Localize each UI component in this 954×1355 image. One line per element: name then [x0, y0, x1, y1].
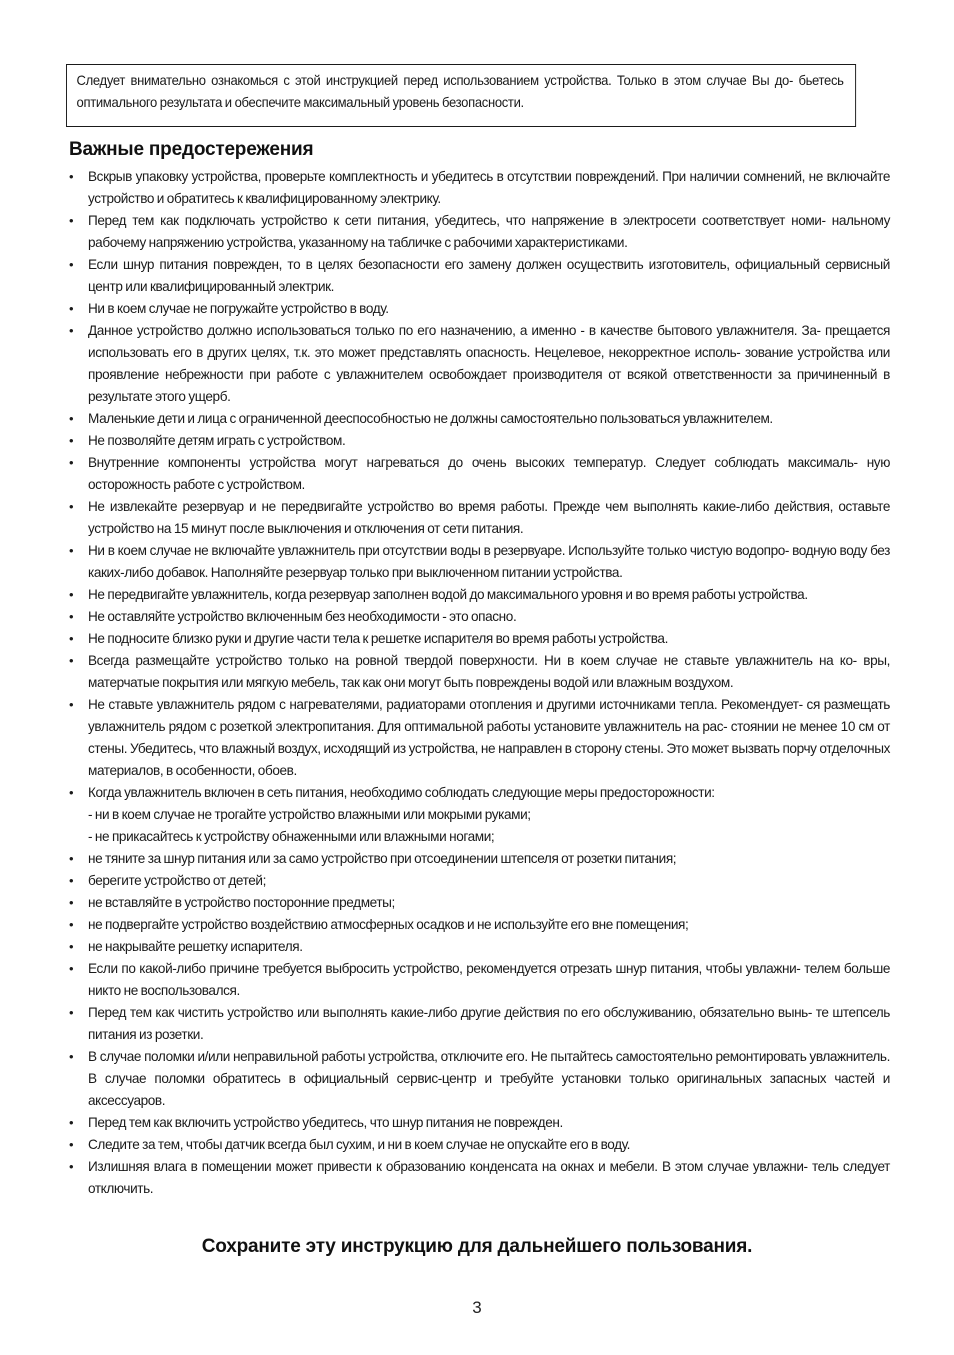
warning-item — [68, 1134, 890, 1156]
page-number: 3 — [472, 1298, 482, 1317]
bullet-icon: • — [69, 1159, 74, 1174]
warning-sub-item — [68, 804, 890, 826]
warning-text: Излишняя влага в помещении может привести к образованию конденсата на окнах и мебели. В этом случае увлажни- тель следует отключить. — [88, 1159, 890, 1196]
warning-item — [68, 496, 890, 540]
warning-text: Следите за тем, чтобы датчик всегда был сухим, и ни в коем случае не опускайте его в воду. — [88, 1137, 631, 1152]
warning-item — [68, 166, 890, 210]
warning-text: берегите устройство от детей; — [88, 873, 266, 888]
bullet-icon: • — [69, 455, 74, 470]
warning-text: Данное устройство должно использоваться только по его назначению, а именно - в качестве бытового увлажнителя. За- прещается использовать его в других целях, т.к. это может представлять опасность. Нецелевое, некорректное исполь- зование устройства или проявление небрежности при работе с увлажнителем освобождает производителя от всякой ответственности за причиненный в результате этого ущерб. — [88, 323, 890, 404]
warning-text: Не оставляйте устройство включенным без необходимости - это опасно. — [88, 609, 517, 624]
save-instructions-note: Сохраните эту инструкцию для дальнейшего пользования. — [201, 1236, 753, 1257]
warning-item — [68, 694, 890, 782]
section-heading: Важные предостережения — [69, 139, 314, 160]
warning-item — [68, 254, 890, 298]
warning-text: Ни в коем случае не включайте увлажнитель при отсутствии воды в резервуаре. Используйте только чистую водопро- водную воду без каких-либо добавок. Наполняйте резервуар только при выключенном питании устройства. — [88, 543, 890, 580]
bullet-icon: • — [69, 917, 74, 932]
bullet-icon: • — [69, 653, 74, 668]
bullet-icon: • — [69, 543, 74, 558]
warning-text: Когда увлажнитель включен в сеть питания, необходимо соблюдать следующие меры предосторожности: — [88, 785, 715, 800]
warning-item — [68, 210, 890, 254]
bullet-icon: • — [69, 697, 74, 712]
warning-sub-item — [68, 826, 890, 848]
warning-text: Внутренние компоненты устройства могут нагреваться до очень высоких температур. Следует соблюдать максималь- ную осторожность работе с устройством. — [88, 455, 890, 492]
bullet-icon: • — [69, 873, 74, 888]
bullet-icon: • — [69, 169, 74, 184]
bullet-icon: • — [69, 851, 74, 866]
warning-item — [68, 1002, 890, 1046]
warning-text: не накрывайте решетку испарителя. — [88, 939, 303, 954]
warning-text: Не позволяйте детям играть с устройством. — [88, 433, 346, 448]
warning-text: Не подносите близко руки и другие части тела к решетке испарителя во время работы устройства. — [88, 631, 668, 646]
warning-item — [68, 870, 890, 892]
bullet-icon: • — [69, 301, 74, 316]
bullet-icon: • — [69, 939, 74, 954]
warning-text: Не передвигайте увлажнитель, когда резервуар заполнен водой до максимального уровня и во время работы устройства. — [88, 587, 808, 602]
warning-item — [68, 848, 890, 870]
warning-item — [68, 650, 890, 694]
warnings-list — [68, 166, 890, 1200]
warning-item — [68, 936, 890, 958]
warning-item — [68, 430, 890, 452]
warning-text: Перед тем как включить устройство убедитесь, что шнур питания не поврежден. — [88, 1115, 563, 1130]
warning-item — [68, 320, 890, 408]
warning-text: - ни в коем случае не трогайте устройство влажными или мокрыми руками; — [88, 807, 531, 822]
bullet-icon: • — [69, 631, 74, 646]
warning-item — [68, 1156, 890, 1200]
warning-text: Если по какой-либо причине требуется выбросить устройство, рекомендуется отрезать шнур питания, чтобы увлажни- телем больше никто не воспользовался. — [88, 961, 890, 998]
warning-text: Вскрыв упаковку устройства, проверьте комплектность и убедитесь в отсутствии повреждений. При наличии сомнений, не включайте устройство и обратитесь к квалифицированному электрику. — [88, 169, 890, 206]
bullet-icon: • — [69, 785, 74, 800]
warning-item — [68, 914, 890, 936]
warning-item — [68, 958, 890, 1002]
warning-text: Перед тем как чистить устройство или выполнять какие-либо другие действия по его обслуживанию, обязательно вынь- те штепсель питания из розетки. — [88, 1005, 890, 1042]
warning-item — [68, 540, 890, 584]
bullet-icon: • — [69, 433, 74, 448]
warning-text: - не прикасайтесь к устройству обнаженными или влажными ногами; — [88, 829, 495, 844]
bullet-icon: • — [69, 499, 74, 514]
warning-text: не подвергайте устройство воздействию атмосферных осадков и не используйте его вне помещения; — [88, 917, 689, 932]
bullet-icon: • — [69, 1049, 74, 1064]
intro-notice-text: Следует внимательно ознакомься с этой инструкцией перед использованием устройства. Только в этом случае Вы до- бьетесь оптимального результата и обеспечите максимальный уровень безопасности. — [76, 73, 844, 110]
bullet-icon: • — [69, 1137, 74, 1152]
warning-item — [68, 892, 890, 914]
warning-item — [68, 298, 890, 320]
warning-text: Перед тем как подключать устройство к сети питания, убедитесь, что напряжение в электросети соответствует номи- нальному рабочему напряжению устройства, указанному на табличке с рабочими характеристиками. — [88, 213, 890, 250]
warning-item — [68, 452, 890, 496]
warning-text: Если шнур питания поврежден, то в целях безопасности его замену должен осуществить изготовитель, официальный сервисный центр или квалифицированный электрик. — [88, 257, 890, 294]
warning-item — [68, 1046, 890, 1112]
warning-item — [68, 584, 890, 606]
bullet-icon: • — [69, 323, 74, 338]
warning-text: Всегда размещайте устройство только на ровной твердой поверхности. Ни в коем случае не ставьте увлажнитель на ко- вры, матерчатые покрытия или мягкую мебель, так как они могут быть повреждены водой или влажным воздухом. — [88, 653, 890, 690]
warning-text: Не извлекайте резервуар и не передвигайте устройство во время работы. Прежде чем выполнять какие-либо действия, оставьте устройство на 15 минут после выключения и отключения от сети питания. — [88, 499, 890, 536]
bullet-icon: • — [69, 961, 74, 976]
bullet-icon: • — [69, 587, 74, 602]
warning-item — [68, 408, 890, 430]
warning-text: В случае поломки и/или неправильной работы устройства, отключите его. Не пытайтесь самостоятельно ремонтировать увлажнитель. В случае поломки обратитесь в официальный сервис-центр и требуйте установки только оригинальных запасных частей и аксессуаров. — [88, 1049, 890, 1108]
intro-notice-box — [66, 64, 856, 127]
bullet-icon: • — [69, 257, 74, 272]
warning-text: Маленькие дети и лица с ограниченной дееспособностью не должны самостоятельно пользоваться увлажнителем. — [88, 411, 773, 426]
bullet-icon: • — [69, 213, 74, 228]
warning-item — [68, 606, 890, 628]
warning-text: не вставляйте в устройство посторонние предметы; — [88, 895, 395, 910]
warning-item — [68, 1112, 890, 1134]
bullet-icon: • — [69, 1005, 74, 1020]
warning-text: Ни в коем случае не погружайте устройство в воду. — [88, 301, 389, 316]
bullet-icon: • — [69, 609, 74, 624]
warning-item — [68, 628, 890, 650]
bullet-icon: • — [69, 1115, 74, 1130]
warning-item — [68, 782, 890, 804]
warning-text: Не ставьте увлажнитель рядом с нагревателями, радиаторами отопления и другими источниками тепла. Рекомендует- ся размещать увлажнитель рядом с розеткой электропитания. Для оптимальной работы установите увлажнитель на рас- стоянии не менее 10 см от стены. Убедитесь, что влажный воздух, исходящий из устройства, не направлен в сторону стены. Это может вызвать порчу отделочных материалов, в особенности, обоев. — [88, 697, 890, 778]
bullet-icon: • — [69, 895, 74, 910]
bullet-icon: • — [69, 411, 74, 426]
warning-text: не тяните за шнур питания или за само устройство при отсоединении штепселя от розетки питания; — [88, 851, 677, 866]
